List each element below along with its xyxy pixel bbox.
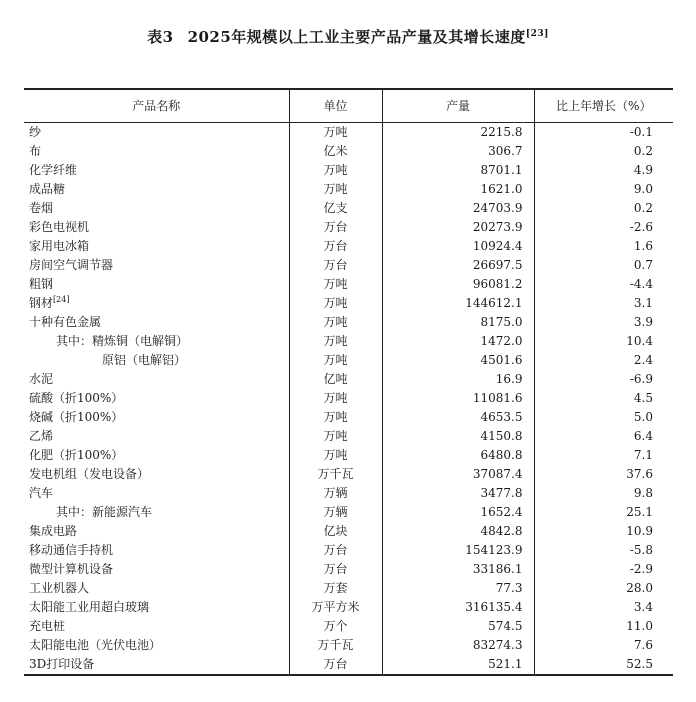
unit-cell bbox=[289, 465, 382, 484]
product-name-cell bbox=[24, 161, 289, 180]
product-name-cell bbox=[24, 465, 289, 484]
growth-cell-text: 0.2 bbox=[633, 200, 653, 215]
table-row bbox=[24, 598, 673, 617]
product-name-cell-text: 布 bbox=[29, 143, 42, 158]
growth-cell bbox=[534, 389, 673, 408]
table-row bbox=[24, 199, 673, 218]
growth-cell-text: 37.6 bbox=[626, 466, 653, 481]
product-name-cell bbox=[24, 256, 289, 275]
output-cell-text: 8175.0 bbox=[480, 314, 523, 329]
output-cell bbox=[382, 142, 534, 161]
growth-cell-text: 4.5 bbox=[633, 390, 653, 405]
output-cell bbox=[382, 465, 534, 484]
table-row bbox=[24, 541, 673, 560]
unit-cell-text: 万台 bbox=[323, 219, 348, 234]
product-name-cell-text: 彩色电视机 bbox=[29, 219, 90, 234]
product-name-cell bbox=[24, 122, 289, 142]
table-row bbox=[24, 389, 673, 408]
growth-cell bbox=[534, 122, 673, 142]
unit-cell bbox=[289, 256, 382, 275]
product-name-cell bbox=[24, 598, 289, 617]
output-cell-text: 574.5 bbox=[488, 618, 523, 633]
product-name-cell-text: 十种有色金属 bbox=[29, 314, 102, 329]
growth-cell-text: -0.1 bbox=[629, 124, 653, 139]
product-name-cell bbox=[24, 199, 289, 218]
unit-cell-text: 万台 bbox=[323, 561, 348, 576]
unit-cell bbox=[289, 579, 382, 598]
header-row bbox=[24, 89, 673, 122]
product-name-cell-text: 水泥 bbox=[29, 371, 54, 386]
table-row bbox=[24, 351, 673, 370]
product-name-cell-text: 太阳能工业用超白玻璃 bbox=[29, 599, 150, 614]
table-row bbox=[24, 446, 673, 465]
table-row bbox=[24, 408, 673, 427]
product-name-cell-text: 烧碱（折100%） bbox=[29, 409, 124, 424]
output-cell bbox=[382, 560, 534, 579]
unit-cell-text: 万千瓦 bbox=[317, 466, 354, 481]
output-cell bbox=[382, 655, 534, 675]
table-row bbox=[24, 503, 673, 522]
growth-cell bbox=[534, 256, 673, 275]
growth-cell-text: 11.0 bbox=[626, 618, 653, 633]
output-cell-text: 33186.1 bbox=[472, 561, 523, 576]
output-cell bbox=[382, 256, 534, 275]
unit-cell bbox=[289, 522, 382, 541]
output-cell-text: 2215.8 bbox=[480, 124, 523, 139]
table-row bbox=[24, 617, 673, 636]
output-cell-text: 8701.1 bbox=[480, 162, 523, 177]
table-row bbox=[24, 427, 673, 446]
table-row bbox=[24, 579, 673, 598]
output-cell-text: 24703.9 bbox=[472, 200, 523, 215]
table-title-text: 2025年规模以上工业主要产品产量及其增长速度 bbox=[187, 28, 526, 46]
unit-cell bbox=[289, 484, 382, 503]
output-cell-text: 37087.4 bbox=[472, 466, 523, 481]
growth-cell bbox=[534, 522, 673, 541]
output-cell-text: 1472.0 bbox=[480, 333, 523, 348]
product-name-cell-text: 家用电冰箱 bbox=[29, 238, 90, 253]
output-cell bbox=[382, 636, 534, 655]
growth-cell-text: 0.7 bbox=[633, 257, 653, 272]
growth-cell-text: 5.0 bbox=[633, 409, 653, 424]
unit-cell-text: 万吨 bbox=[323, 390, 348, 405]
growth-cell-text: 0.2 bbox=[633, 143, 653, 158]
table-row bbox=[24, 161, 673, 180]
product-name-cell bbox=[24, 218, 289, 237]
unit-cell-text: 万吨 bbox=[323, 162, 348, 177]
growth-cell bbox=[534, 161, 673, 180]
table-body bbox=[24, 122, 673, 675]
growth-cell bbox=[534, 484, 673, 503]
growth-cell bbox=[534, 199, 673, 218]
output-cell bbox=[382, 218, 534, 237]
unit-cell bbox=[289, 199, 382, 218]
table-row bbox=[24, 294, 673, 313]
unit-cell-text: 万个 bbox=[323, 618, 348, 633]
table-row bbox=[24, 313, 673, 332]
product-name-cell bbox=[24, 579, 289, 598]
product-name-cell-text: 其中：精炼铜（电解铜） bbox=[56, 333, 189, 348]
unit-cell-text: 亿米 bbox=[323, 143, 348, 158]
unit-cell bbox=[289, 655, 382, 675]
output-cell-text: 83274.3 bbox=[472, 637, 523, 652]
output-cell-text: 4842.8 bbox=[480, 523, 523, 538]
product-name-cell bbox=[24, 484, 289, 503]
growth-cell-text: 10.4 bbox=[626, 333, 653, 348]
product-name-cell bbox=[24, 617, 289, 636]
table-row bbox=[24, 465, 673, 484]
growth-cell-text: 6.4 bbox=[633, 428, 653, 443]
table-row bbox=[24, 332, 673, 351]
table-row bbox=[24, 522, 673, 541]
growth-cell-text: 3.4 bbox=[633, 599, 653, 614]
unit-cell bbox=[289, 389, 382, 408]
unit-cell bbox=[289, 122, 382, 142]
growth-cell bbox=[534, 598, 673, 617]
output-cell bbox=[382, 541, 534, 560]
product-name-cell-text: 粗钢 bbox=[29, 276, 54, 291]
growth-cell bbox=[534, 180, 673, 199]
product-name-cell bbox=[24, 636, 289, 655]
output-cell bbox=[382, 332, 534, 351]
unit-cell bbox=[289, 351, 382, 370]
growth-cell bbox=[534, 370, 673, 389]
unit-cell-text: 万台 bbox=[323, 238, 348, 253]
growth-cell bbox=[534, 427, 673, 446]
unit-cell-text: 万台 bbox=[323, 656, 348, 671]
unit-cell-text: 万吨 bbox=[323, 352, 348, 367]
output-cell-text: 16.9 bbox=[495, 371, 523, 386]
output-cell bbox=[382, 161, 534, 180]
unit-cell-text: 万吨 bbox=[323, 333, 348, 348]
table-number: 表3 bbox=[147, 28, 174, 46]
unit-cell bbox=[289, 617, 382, 636]
output-cell-text: 11081.6 bbox=[472, 390, 523, 405]
unit-cell bbox=[289, 503, 382, 522]
growth-cell bbox=[534, 218, 673, 237]
output-cell bbox=[382, 180, 534, 199]
growth-cell bbox=[534, 579, 673, 598]
product-name-cell-text: 钢材 bbox=[29, 295, 54, 310]
product-name-cell-text: 纱 bbox=[29, 124, 42, 139]
product-name-cell-text: 汽车 bbox=[29, 485, 54, 500]
table-row bbox=[24, 484, 673, 503]
table-row bbox=[24, 237, 673, 256]
unit-cell-text: 亿块 bbox=[323, 523, 348, 538]
unit-cell bbox=[289, 560, 382, 579]
product-name-cell-text: 发电机组（发电设备） bbox=[29, 466, 150, 481]
product-name-cell-text: 化肥（折100%） bbox=[29, 447, 124, 462]
output-cell bbox=[382, 199, 534, 218]
growth-cell bbox=[534, 275, 673, 294]
product-name-cell-text: 3D打印设备 bbox=[29, 656, 95, 671]
product-name-cell bbox=[24, 446, 289, 465]
growth-cell bbox=[534, 465, 673, 484]
growth-cell-text: 7.6 bbox=[633, 637, 653, 652]
growth-cell bbox=[534, 142, 673, 161]
table-row bbox=[24, 370, 673, 389]
header-product-name: 产品名称 bbox=[24, 89, 289, 122]
unit-cell-text: 万台 bbox=[323, 542, 348, 557]
product-name-cell bbox=[24, 560, 289, 579]
output-cell-text: 20273.9 bbox=[472, 219, 523, 234]
product-name-cell bbox=[24, 389, 289, 408]
unit-cell-text: 万吨 bbox=[323, 314, 348, 329]
growth-cell-text: 28.0 bbox=[626, 580, 653, 595]
product-name-cell bbox=[24, 351, 289, 370]
output-cell bbox=[382, 446, 534, 465]
unit-cell-text: 万吨 bbox=[323, 181, 348, 196]
header-growth: 比上年增长（%） bbox=[534, 89, 673, 122]
unit-cell bbox=[289, 370, 382, 389]
table-row bbox=[24, 142, 673, 161]
product-name-cell bbox=[24, 655, 289, 675]
output-cell-text: 4501.6 bbox=[480, 352, 523, 367]
output-cell-text: 4150.8 bbox=[480, 428, 523, 443]
output-cell-text: 154123.9 bbox=[465, 542, 523, 557]
output-cell bbox=[382, 294, 534, 313]
unit-cell bbox=[289, 313, 382, 332]
product-name-cell bbox=[24, 332, 289, 351]
growth-cell bbox=[534, 655, 673, 675]
unit-cell-text: 万吨 bbox=[323, 276, 348, 291]
table-row bbox=[24, 636, 673, 655]
output-cell-text: 521.1 bbox=[488, 656, 523, 671]
table-row bbox=[24, 560, 673, 579]
growth-cell bbox=[534, 237, 673, 256]
output-cell-text: 306.7 bbox=[488, 143, 523, 158]
unit-cell-text: 万辆 bbox=[323, 485, 348, 500]
output-cell bbox=[382, 484, 534, 503]
header-unit: 单位 bbox=[289, 89, 382, 122]
growth-cell bbox=[534, 313, 673, 332]
output-cell bbox=[382, 522, 534, 541]
growth-cell-text: -4.4 bbox=[629, 276, 653, 291]
footnote-ref: [23] bbox=[525, 29, 549, 39]
unit-cell bbox=[289, 237, 382, 256]
output-cell bbox=[382, 579, 534, 598]
unit-cell-text: 万套 bbox=[323, 580, 348, 595]
unit-cell bbox=[289, 294, 382, 313]
product-name-cell bbox=[24, 503, 289, 522]
product-name-cell bbox=[24, 427, 289, 446]
output-cell-text: 77.3 bbox=[495, 580, 523, 595]
growth-cell-text: 9.0 bbox=[633, 181, 653, 196]
table-row bbox=[24, 180, 673, 199]
growth-cell bbox=[534, 636, 673, 655]
product-name-cell bbox=[24, 408, 289, 427]
unit-cell bbox=[289, 218, 382, 237]
table-row bbox=[24, 655, 673, 675]
unit-cell-text: 万吨 bbox=[323, 428, 348, 443]
unit-cell-text: 亿吨 bbox=[323, 371, 348, 386]
product-name-cell bbox=[24, 541, 289, 560]
output-cell bbox=[382, 598, 534, 617]
unit-cell-text: 亿支 bbox=[323, 200, 348, 215]
table-title bbox=[0, 26, 696, 47]
output-cell-text: 1652.4 bbox=[480, 504, 523, 519]
table-row bbox=[24, 275, 673, 294]
unit-cell bbox=[289, 142, 382, 161]
growth-cell bbox=[534, 503, 673, 522]
production-table bbox=[24, 88, 673, 676]
product-name-cell-text: 太阳能电池（光伏电池） bbox=[29, 637, 162, 652]
product-name-cell-text: 移动通信手持机 bbox=[29, 542, 114, 557]
unit-cell bbox=[289, 161, 382, 180]
output-cell bbox=[382, 408, 534, 427]
output-cell bbox=[382, 389, 534, 408]
growth-cell bbox=[534, 351, 673, 370]
unit-cell bbox=[289, 598, 382, 617]
product-name-cell-text: 其中：新能源汽车 bbox=[56, 504, 153, 519]
table-row bbox=[24, 256, 673, 275]
product-name-cell bbox=[24, 370, 289, 389]
output-cell-text: 4653.5 bbox=[480, 409, 523, 424]
output-cell bbox=[382, 351, 534, 370]
product-name-cell bbox=[24, 237, 289, 256]
growth-cell-text: 3.9 bbox=[633, 314, 653, 329]
product-name-cell-text: 化学纤维 bbox=[29, 162, 78, 177]
growth-cell bbox=[534, 408, 673, 427]
output-cell bbox=[382, 503, 534, 522]
growth-cell-text: 2.4 bbox=[633, 352, 653, 367]
table-row bbox=[24, 218, 673, 237]
output-cell-text: 316135.4 bbox=[465, 599, 523, 614]
unit-cell-text: 万吨 bbox=[323, 409, 348, 424]
unit-cell-text: 万吨 bbox=[323, 295, 348, 310]
output-cell bbox=[382, 370, 534, 389]
unit-cell-text: 万千瓦 bbox=[317, 637, 354, 652]
growth-cell-text: 7.1 bbox=[633, 447, 653, 462]
unit-cell bbox=[289, 332, 382, 351]
unit-cell bbox=[289, 541, 382, 560]
growth-cell-text: -2.9 bbox=[629, 561, 653, 576]
growth-cell-text: 1.6 bbox=[633, 238, 653, 253]
product-name-cell-text: 硫酸（折100%） bbox=[29, 390, 124, 405]
unit-cell-text: 万辆 bbox=[323, 504, 348, 519]
output-cell bbox=[382, 427, 534, 446]
product-name-cell bbox=[24, 275, 289, 294]
unit-cell bbox=[289, 427, 382, 446]
unit-cell-text: 万台 bbox=[323, 257, 348, 272]
output-cell-text: 10924.4 bbox=[472, 238, 523, 253]
growth-cell bbox=[534, 294, 673, 313]
growth-cell-text: -2.6 bbox=[629, 219, 653, 234]
unit-cell-text: 万吨 bbox=[323, 124, 348, 139]
footnote-ref: [24] bbox=[53, 294, 70, 304]
table-row bbox=[24, 122, 673, 142]
growth-cell-text: 25.1 bbox=[626, 504, 653, 519]
unit-cell bbox=[289, 446, 382, 465]
unit-cell bbox=[289, 275, 382, 294]
growth-cell bbox=[534, 332, 673, 351]
output-cell-text: 26697.5 bbox=[472, 257, 523, 272]
output-cell bbox=[382, 617, 534, 636]
product-name-cell-text: 原铝（电解铝） bbox=[102, 352, 187, 367]
product-name-cell-text: 房间空气调节器 bbox=[29, 257, 114, 272]
product-name-cell-text: 成品糖 bbox=[29, 181, 66, 196]
output-cell-text: 144612.1 bbox=[465, 295, 523, 310]
product-name-cell bbox=[24, 522, 289, 541]
growth-cell bbox=[534, 446, 673, 465]
product-name-cell-text: 工业机器人 bbox=[29, 580, 90, 595]
growth-cell-text: 52.5 bbox=[626, 656, 653, 671]
growth-cell-text: -5.8 bbox=[629, 542, 653, 557]
output-cell-text: 1621.0 bbox=[480, 181, 523, 196]
growth-cell-text: 9.8 bbox=[633, 485, 653, 500]
product-name-cell-text: 充电桩 bbox=[29, 618, 66, 633]
growth-cell bbox=[534, 541, 673, 560]
output-cell bbox=[382, 237, 534, 256]
output-cell-text: 96081.2 bbox=[472, 276, 523, 291]
unit-cell-text: 万平方米 bbox=[311, 599, 360, 614]
growth-cell-text: 3.1 bbox=[633, 295, 653, 310]
unit-cell bbox=[289, 180, 382, 199]
product-name-cell bbox=[24, 180, 289, 199]
output-cell bbox=[382, 275, 534, 294]
unit-cell bbox=[289, 408, 382, 427]
unit-cell-text: 万吨 bbox=[323, 447, 348, 462]
growth-cell-text: 4.9 bbox=[633, 162, 653, 177]
output-cell-text: 6480.8 bbox=[480, 447, 523, 462]
product-name-cell-text: 乙烯 bbox=[29, 428, 54, 443]
product-name-cell bbox=[24, 142, 289, 161]
output-cell-text: 3477.8 bbox=[480, 485, 523, 500]
header-output: 产量 bbox=[382, 89, 534, 122]
growth-cell bbox=[534, 617, 673, 636]
product-name-cell bbox=[24, 313, 289, 332]
output-cell bbox=[382, 313, 534, 332]
growth-cell bbox=[534, 560, 673, 579]
product-name-cell-text: 微型计算机设备 bbox=[29, 561, 114, 576]
output-cell bbox=[382, 122, 534, 142]
product-name-cell-text: 卷烟 bbox=[29, 200, 54, 215]
unit-cell bbox=[289, 636, 382, 655]
product-name-cell bbox=[24, 294, 289, 313]
product-name-cell-text: 集成电路 bbox=[29, 523, 78, 538]
growth-cell-text: 10.9 bbox=[626, 523, 653, 538]
growth-cell-text: -6.9 bbox=[629, 371, 653, 386]
